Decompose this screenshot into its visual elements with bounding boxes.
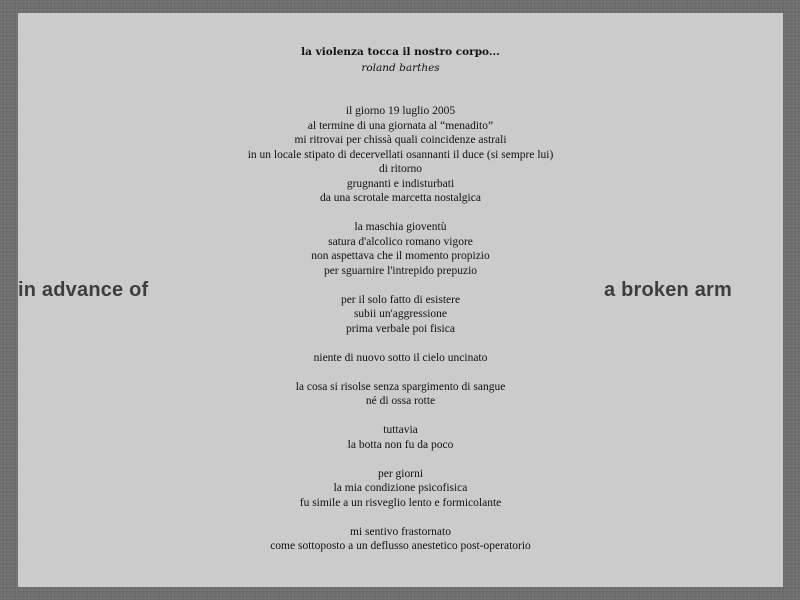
poem-line: mi sentivo frastornato xyxy=(350,525,451,538)
poem-line: di ritorno xyxy=(378,163,423,175)
poem-title: la violenza tocca il nostro corpo... xyxy=(301,46,500,58)
poem-line: la maschia gioventù xyxy=(354,221,447,233)
poem-line: prima verbale poi fisica xyxy=(346,322,455,335)
poem-line: la cosa si risolse senza spargimento di sangue xyxy=(295,380,506,393)
poem-line: mi ritrovai per chissà quali coincidenze astrali xyxy=(294,134,507,146)
poem-line: da una scrotale marcetta nostalgica xyxy=(320,192,481,204)
poem-line: non aspettava che il momento propizio xyxy=(311,250,490,262)
poem-line: per il solo fatto di esistere xyxy=(340,293,461,306)
poem-line: niente di nuovo sotto il cielo uncinato xyxy=(313,351,488,364)
poem-line: il giorno 19 luglio 2005 xyxy=(345,105,456,117)
poem-line: tuttavia xyxy=(383,424,418,436)
poem-stanza xyxy=(18,220,783,278)
poem-stanza xyxy=(18,467,783,511)
side-text-right: a broken arm xyxy=(604,279,733,301)
poem-stanza xyxy=(18,423,783,452)
poem-line: grugnanti e indisturbati xyxy=(346,177,455,190)
poem-line: al termine di una giornata al “menadito” xyxy=(307,119,494,132)
poem-line: né di ossa rotte xyxy=(365,395,436,407)
poem-stanza xyxy=(18,104,783,206)
poem-line: per sguarnire l'intrepido prepuzio xyxy=(323,264,478,277)
poem-line: satura d'alcolico romano vigore xyxy=(328,235,473,248)
poem-line: in un locale stipato di decervellati osannanti il duce (si sempre lui) xyxy=(247,148,554,161)
poem-author: roland barthes xyxy=(361,62,440,74)
poem-body xyxy=(18,104,783,568)
side-text-left: in advance of xyxy=(18,279,149,301)
poem-line: la botta non fu da poco xyxy=(347,438,454,451)
poem-line: la mia condizione psicofisica xyxy=(333,482,468,494)
poem-stanza xyxy=(18,380,783,409)
poem-stanza xyxy=(18,351,783,366)
poem-line: per giorni xyxy=(377,467,424,480)
poem-line: subii un'aggressione xyxy=(353,308,448,320)
poem-line: fu simile a un risveglio lento e formicolante xyxy=(299,496,502,509)
poem-line: come sottoposto a un deflusso anestetico post-operatorio xyxy=(270,540,531,552)
poem-stanza xyxy=(18,525,783,554)
